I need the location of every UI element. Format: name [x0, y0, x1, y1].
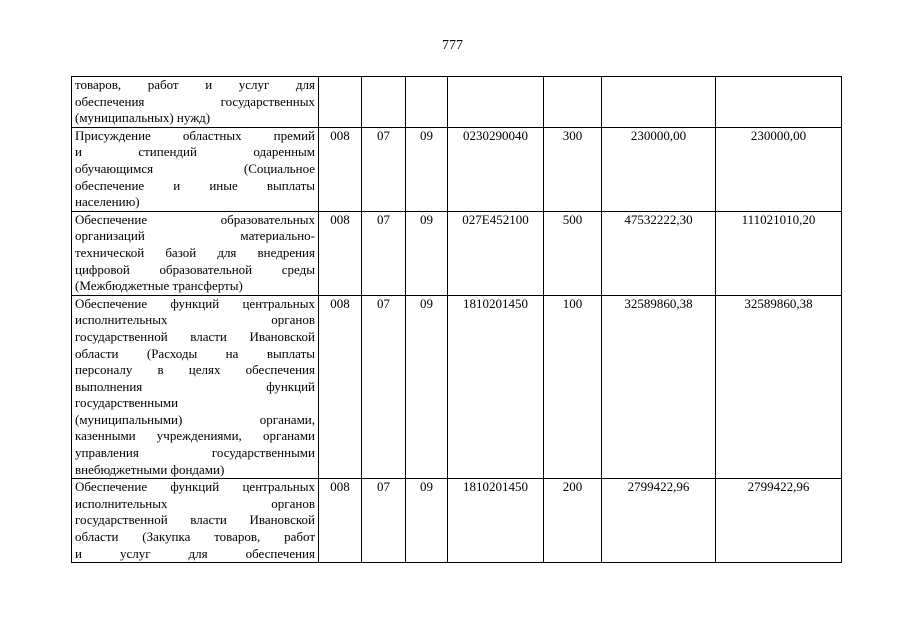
expense-type-cell: 500 — [544, 211, 602, 295]
table-row — [72, 295, 842, 479]
row-description-cell — [72, 211, 319, 295]
description-line: (Межбюджетные трансферты) — [75, 278, 243, 294]
description-line: государственной власти Ивановской — [75, 512, 315, 528]
amount-year-2-cell — [716, 77, 842, 128]
expense-type-cell: 100 — [544, 295, 602, 479]
subsection-code-cell: 09 — [406, 479, 448, 563]
row-description-cell — [72, 479, 319, 563]
amount-year-1-cell: 2799422,96 — [602, 479, 716, 563]
expense-type-cell — [544, 77, 602, 128]
description-line: (муниципальными) органами, — [75, 411, 315, 427]
description-line: области (Закупка товаров, работ — [75, 529, 315, 545]
description-line: исполнительных органов — [75, 495, 315, 511]
description-line: персоналу в целях обеспечения — [75, 362, 315, 378]
amount-year-2-cell: 230000,00 — [716, 127, 842, 211]
target-article-cell: 1810201450 — [448, 295, 544, 479]
description-line: Обеспечение функций центральных — [75, 479, 315, 495]
amount-year-2-cell: 2799422,96 — [716, 479, 842, 563]
page-number: 777 — [442, 38, 463, 53]
row-description-cell — [72, 127, 319, 211]
description-line: и услуг для обеспечения — [75, 545, 315, 561]
amount-year-1-cell: 230000,00 — [602, 127, 716, 211]
description-line: и стипендий одаренным — [75, 144, 315, 160]
target-article-cell: 0230290040 — [448, 127, 544, 211]
amount-year-1-cell: 32589860,38 — [602, 295, 716, 479]
table-row — [72, 77, 842, 128]
expense-type-cell: 200 — [544, 479, 602, 563]
table-row — [72, 127, 842, 211]
section-code-cell: 07 — [362, 127, 406, 211]
description-line: управления государственными — [75, 445, 315, 461]
amount-year-2-cell: 111021010,20 — [716, 211, 842, 295]
row-description-cell — [72, 295, 319, 479]
description-line: Присуждение областных премий — [75, 127, 315, 143]
expense-type-cell: 300 — [544, 127, 602, 211]
ministry-code-cell: 008 — [319, 211, 362, 295]
description-line: области (Расходы на выплаты — [75, 345, 315, 361]
description-line: исполнительных органов — [75, 312, 315, 328]
ministry-code-cell: 008 — [319, 295, 362, 479]
section-code-cell — [362, 77, 406, 128]
description-line: цифровой образовательной среды — [75, 261, 315, 277]
description-line: внебюджетными фондами) — [75, 461, 225, 477]
description-line: казенными учреждениями, органами — [75, 428, 315, 444]
description-line: организаций материально- — [75, 228, 315, 244]
ministry-code-cell — [319, 77, 362, 128]
subsection-code-cell: 09 — [406, 127, 448, 211]
description-line: государственной власти Ивановской — [75, 328, 315, 344]
budget-table-body — [72, 77, 842, 563]
subsection-code-cell — [406, 77, 448, 128]
description-line: обеспечения государственных — [75, 93, 315, 109]
target-article-cell: 027Е452100 — [448, 211, 544, 295]
description-line: Обеспечение образовательных — [75, 211, 315, 227]
ministry-code-cell: 008 — [319, 479, 362, 563]
amount-year-1-cell — [602, 77, 716, 128]
description-line: (муниципальных) нужд) — [75, 110, 211, 126]
description-line: населению) — [75, 194, 140, 210]
target-article-cell: 1810201450 — [448, 479, 544, 563]
description-line: обеспечение и иные выплаты — [75, 177, 315, 193]
target-article-cell — [448, 77, 544, 128]
subsection-code-cell: 09 — [406, 211, 448, 295]
subsection-code-cell: 09 — [406, 295, 448, 479]
description-line: товаров, работ и услуг для — [75, 77, 315, 92]
description-line: выполнения функций — [75, 378, 315, 394]
amount-year-1-cell: 47532222,30 — [602, 211, 716, 295]
description-line: технической базой для внедрения — [75, 244, 315, 260]
description-line: Обеспечение функций центральных — [75, 295, 315, 311]
section-code-cell: 07 — [362, 479, 406, 563]
description-line: государственными — [75, 395, 179, 411]
section-code-cell: 07 — [362, 295, 406, 479]
table-row — [72, 211, 842, 295]
description-line: обучающимся (Социальное — [75, 160, 315, 176]
row-description-cell — [72, 77, 319, 128]
amount-year-2-cell: 32589860,38 — [716, 295, 842, 479]
table-row — [72, 479, 842, 563]
ministry-code-cell: 008 — [319, 127, 362, 211]
section-code-cell: 07 — [362, 211, 406, 295]
budget-table — [71, 76, 842, 563]
